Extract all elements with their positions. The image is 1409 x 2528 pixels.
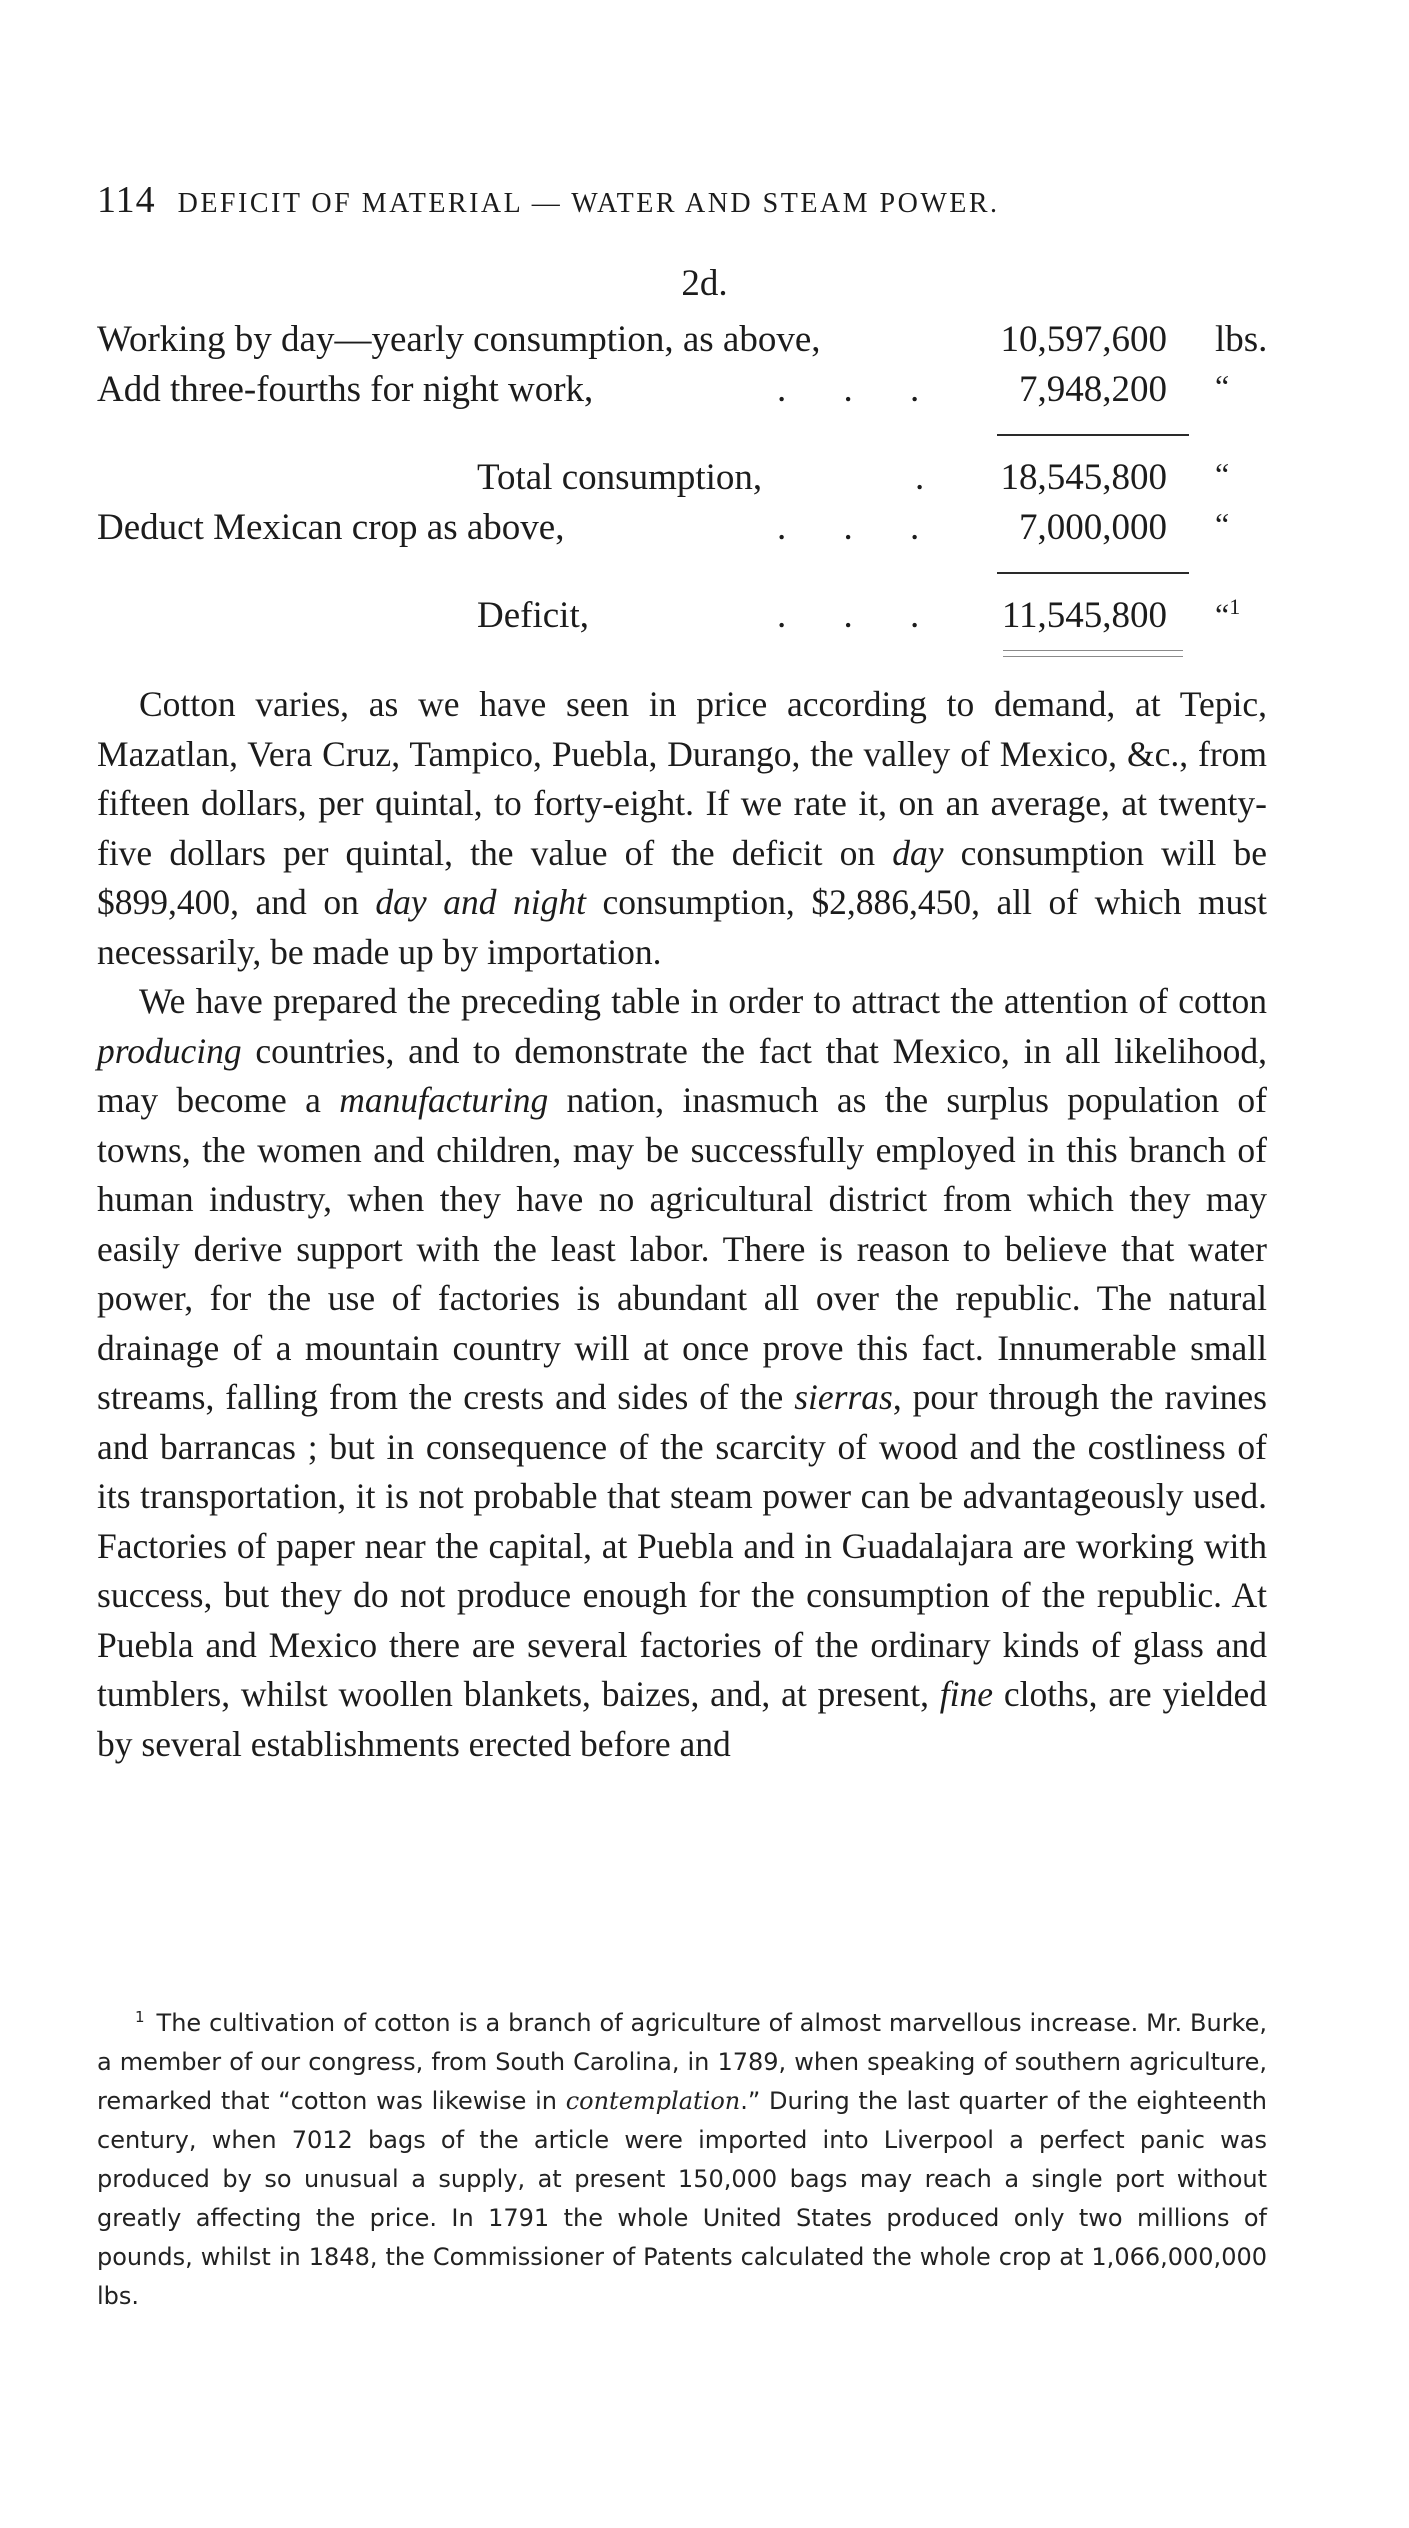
table-row-label: Working by day—yearly consumption, as above,	[97, 319, 821, 360]
text-run: countries, and to demonstrate the fact that Mexico, in all likelihood, may become a	[97, 1030, 1267, 1120]
text-run: We have prepared the preceding table in order to attract the attention of cotton	[139, 981, 1267, 1021]
table-row	[97, 594, 1282, 646]
table-row-label: Add three-fourths for night work,	[97, 369, 594, 410]
table-row	[97, 456, 1282, 508]
table-row-label: Total consumption,	[477, 457, 763, 498]
table-row-unit: “	[1215, 368, 1230, 404]
table-row-value: 7,948,200	[1019, 369, 1167, 410]
footnotes	[97, 1998, 1267, 2316]
running-title: DEFICIT OF MATERIAL — WATER AND STEAM POWER.	[177, 188, 1000, 219]
table-row-value: 7,000,000	[1019, 507, 1167, 548]
table-row	[97, 318, 1282, 370]
table-row-value: 18,545,800	[1000, 457, 1167, 498]
text-run: consumption, $2,886,450, all of which must necessarily, be made up by importation.	[97, 882, 1267, 972]
total-double-rule	[1003, 656, 1183, 657]
table-row-unit	[1215, 594, 1240, 634]
table-row	[97, 368, 1282, 420]
italic-run: producing	[97, 1030, 242, 1071]
running-header	[97, 178, 1207, 222]
table-row-leader: . . .	[777, 507, 944, 548]
footnote	[97, 1998, 1267, 2316]
section-mark: 2d.	[681, 263, 728, 304]
table-row	[97, 506, 1282, 558]
body-text	[97, 680, 1267, 1769]
footnote-marker: 1	[135, 2008, 145, 2026]
table-row-unit: “	[1215, 506, 1230, 542]
italic-run: day and night	[375, 882, 586, 922]
table-row-label: Deduct Mexican crop as above,	[97, 507, 565, 548]
table-row-label: Deficit,	[477, 595, 589, 636]
text-run: nation, inasmuch as the surplus population of towns, the women and children, may be successfully employed in this branch of human industry, when they have no agricultural district from which they may easily derive support with the least labor. There is reason to believe that water power, for the use of factories is abundant all over the republic. The natural drainage of a mountain country will at once prove this fact. Innumerable small streams, falling from the crests and sides of the	[97, 1080, 1267, 1417]
table-row-leader: . . .	[777, 595, 944, 636]
sum-rule	[997, 572, 1189, 574]
table-row-leader: . . .	[777, 369, 944, 410]
paragraph	[97, 977, 1267, 1769]
text-run: , pour through the ravines and barrancas ; but in consequence of the scarcity of wood and the costliness of its transportation, it is not probable that steam power can be advantageously used. Factories of paper near the capital, at Puebla and in Guadalajara are working with success, but they do not produce enough for the consumption of the republic. At Puebla and Mexico there are several factories of the ordinary kinds of glass and tumblers, whilst woollen blankets, baizes, and, at present,	[97, 1377, 1268, 1714]
text-run: The cultivation of cotton is a branch of agriculture of almost marvellous increase. Mr. Burke, a member of our congress, from South Carolina, in 1789, when speaking of southern agriculture, remarked that “cotton was likewise in	[97, 2009, 1267, 2115]
paragraph	[97, 680, 1267, 977]
text-run: .” During the last quarter of the eighteenth century, when 7012 bags of the article were imported into Liverpool a perfect panic was produced by so unusual a supply, at present 150,000 bags may reach a single port without greatly affecting the price. In 1791 the whole United States produced only two millions of pounds, whilst in 1848, the Commissioner of Patents calculated the whole crop at 1,066,000,000 lbs.	[97, 2087, 1268, 2310]
text-run: Cotton varies, as we have seen in price according to demand, at Tepic, Mazatlan, Vera Cruz, Tampico, Puebla, Durango, the valley of Mexico, &c., from fifteen dollars, per quintal, to forty-eight. If we rate it, on an average, at twenty-five dollars per quintal, the value of the deficit on	[97, 684, 1267, 873]
total-double-rule	[1003, 650, 1183, 651]
sum-rule	[997, 434, 1189, 436]
italic-run: fine	[939, 1674, 994, 1714]
footnote-ref: 1	[1229, 594, 1241, 619]
table-row-unit: lbs.	[1215, 319, 1268, 360]
text-run: consumption will be $899,400, and on	[97, 832, 1267, 922]
text-run: cloths, are yielded by several establishments erected before and	[97, 1674, 1267, 1764]
table-row-value: 10,597,600	[1000, 319, 1167, 360]
italic-run: day	[892, 832, 944, 873]
italic-run: contemplation	[565, 2087, 741, 2115]
table-row-leader: .	[915, 457, 925, 498]
italic-run: manufacturing	[339, 1080, 549, 1120]
table-row-value: 11,545,800	[1001, 595, 1167, 636]
italic-run: sierras	[794, 1377, 893, 1417]
table-row-unit: “	[1215, 456, 1230, 492]
page-number: 114	[97, 179, 156, 221]
table-row-unit-mark: “	[1215, 596, 1230, 633]
